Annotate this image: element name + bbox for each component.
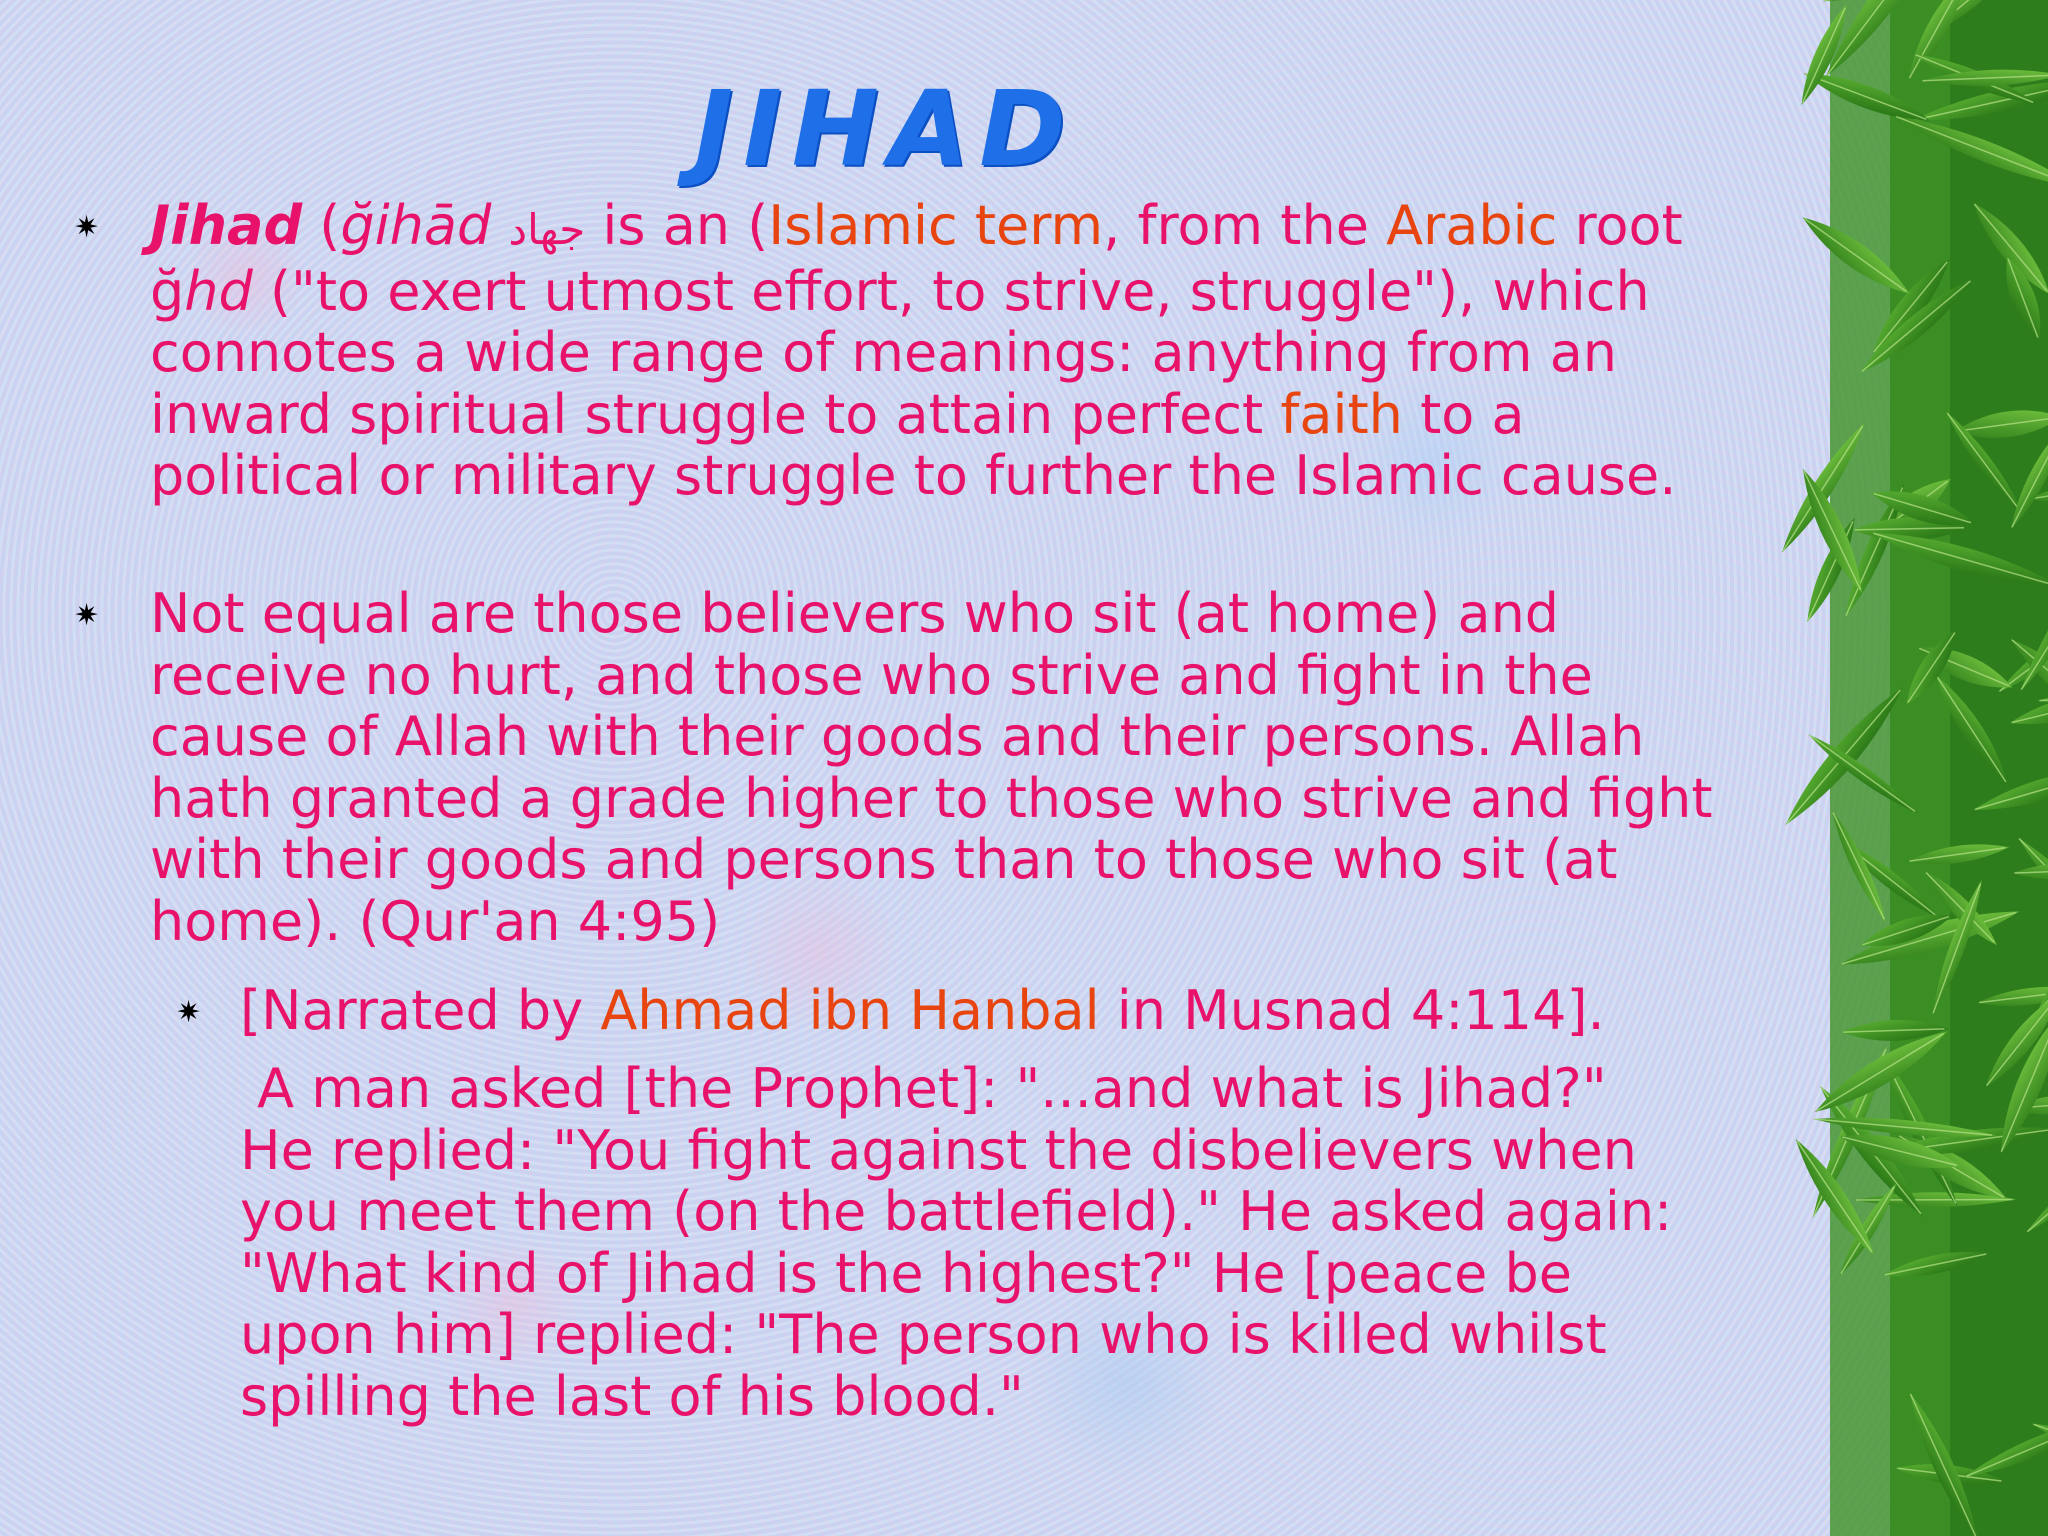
link-faith[interactable]: faith bbox=[1280, 382, 1403, 446]
transliteration: ğihād bbox=[340, 194, 492, 257]
hadith-quote: A man asked [the Prophet]: "...and what is Jihad?" He replied: "You fight against the disbelievers when you meet them (on the battlefield)." He asked again: "What kind of Jihad is the highest?" He [peace be upon him] replied: "The person who is killed whilst spilling the last of his blood." bbox=[240, 1057, 1690, 1428]
link-arabic[interactable]: Arabic bbox=[1386, 194, 1558, 257]
bamboo-leaves-illustration bbox=[1740, 0, 2048, 1536]
star-burst-icon: ✷ bbox=[74, 598, 100, 633]
arabic-word: جهاد bbox=[508, 205, 586, 254]
sub-bullet-narration: [Narrated by Ahmad ibn Hanbal in Musnad 4:114]. bbox=[240, 979, 1605, 1042]
star-burst-icon: ✷ bbox=[74, 210, 100, 245]
link-islamic-term[interactable]: Islamic term bbox=[768, 194, 1104, 257]
bullet-quran-verse: Not equal are those believers who sit (at home) and receive no hurt, and those who strive and fight in the cause of Allah with their goods and their persons. Allah hath granted a grade higher to those who strive and fight with their goods and persons than to those who sit (at home). (Qur'an 4:95) bbox=[150, 582, 1713, 953]
bullet-definition: Jihad (ğihād جهاد is an (Islamic term, from the Arabic root ğhd ("to exert utmost effort, to strive, struggle"), which connotes a wide range of meanings: anything from an inward spiritual struggle to attain perfect faith to a political or military struggle to further the Islamic cause. bbox=[150, 194, 1683, 507]
leaf-vein bbox=[1856, 1199, 2012, 1200]
link-ahmad-ibn-hanbal[interactable]: Ahmad ibn Hanbal bbox=[600, 979, 1100, 1042]
star-burst-icon: ✷ bbox=[176, 995, 202, 1030]
term-jihad: Jihad bbox=[150, 194, 303, 257]
page-title: JIHAD bbox=[694, 68, 1076, 190]
